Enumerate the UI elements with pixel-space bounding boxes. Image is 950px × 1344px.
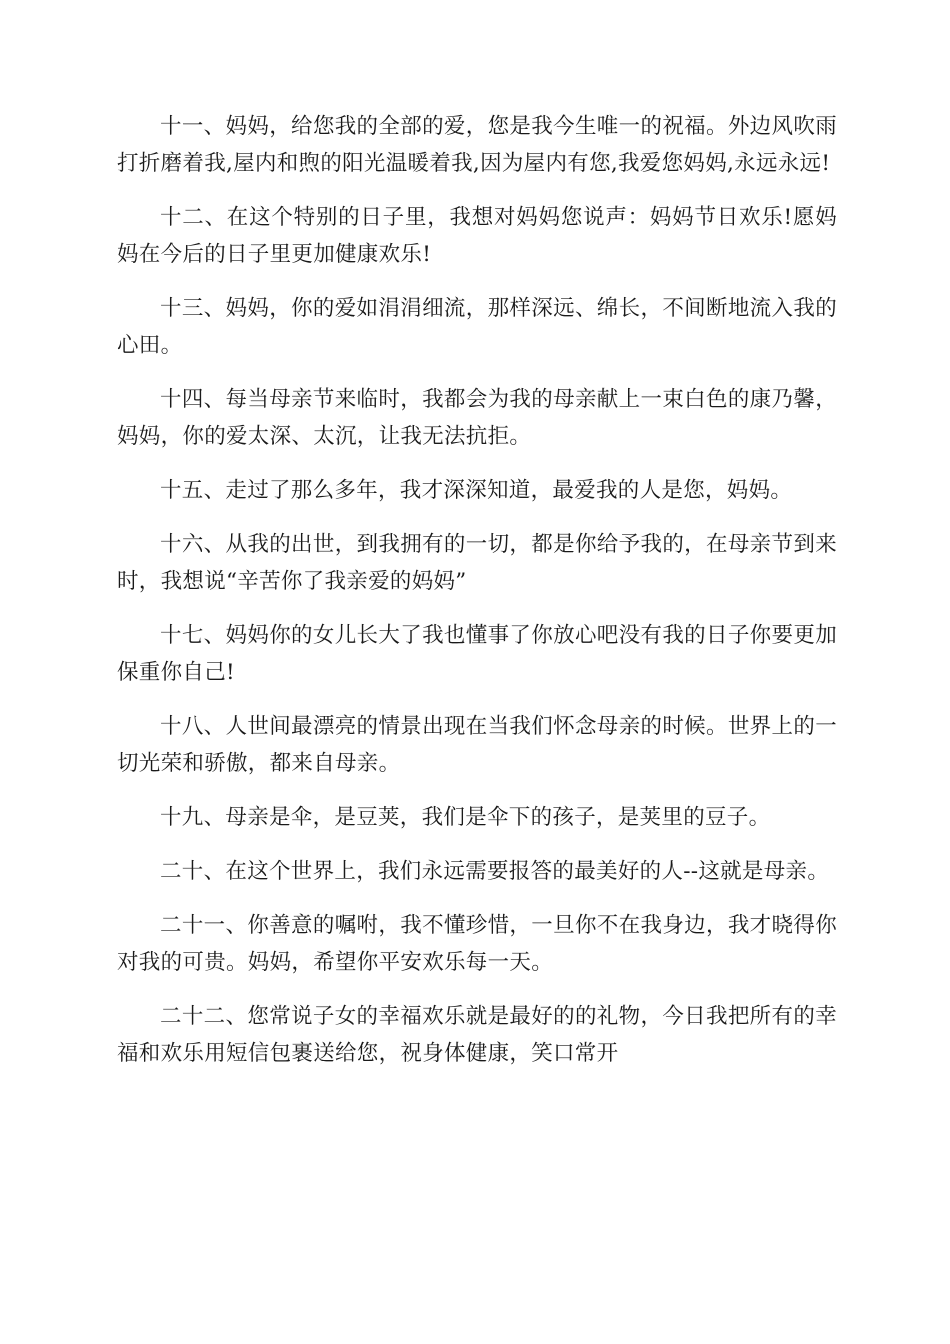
paragraph-12: 十二、在这个特别的日子里，我想对妈妈您说声：妈妈节日欢乐!愿妈妈在今后的日子里更加健康欢乐! bbox=[117, 205, 837, 267]
paragraph-15: 十五、走过了那么多年，我才深深知道，最爱我的人是您，妈妈。 bbox=[160, 478, 793, 503]
paragraph-14: 十四、每当母亲节来临时，我都会为我的母亲献上一束白色的康乃馨，妈妈，你的爱太深、太沉，让我无法抗拒。 bbox=[117, 387, 837, 449]
paragraph-21: 二十一、你善意的嘱咐，我不懂珍惜，一旦你不在我身边，我才晓得你对我的可贵。妈妈，希望你平安欢乐每一天。 bbox=[117, 913, 837, 975]
document-body bbox=[117, 108, 837, 1089]
paragraph-20: 二十、在这个世界上，我们永远需要报答的最美好的人--这就是母亲。 bbox=[160, 859, 830, 884]
paragraph-13: 十三、妈妈，你的爱如涓涓细流，那样深远、绵长，不间断地流入我的心田。 bbox=[117, 296, 837, 358]
paragraph-18: 十八、人世间最漂亮的情景出现在当我们怀念母亲的时候。世界上的一切光荣和骄傲，都来自母亲。 bbox=[117, 714, 837, 776]
paragraph-17: 十七、妈妈你的女儿长大了我也懂事了你放心吧没有我的日子你要更加保重你自己! bbox=[117, 623, 837, 685]
paragraph-16: 十六、从我的出世，到我拥有的一切，都是你给予我的，在母亲节到来时，我想说“辛苦你了我亲爱的妈妈” bbox=[117, 532, 837, 594]
paragraph-22: 二十二、您常说子女的幸福欢乐就是最好的的礼物，今日我把所有的幸福和欢乐用短信包裹送给您，祝身体健康，笑口常开 bbox=[117, 1004, 837, 1066]
paragraph-19: 十九、母亲是伞，是豆荚，我们是伞下的孩子，是荚里的豆子。 bbox=[160, 805, 771, 830]
paragraph-11: 十一、妈妈，给您我的全部的爱，您是我今生唯一的祝福。外边风吹雨打折磨着我,屋内和煦的阳光温暖着我,因为屋内有您,我爱您妈妈,永远永远! bbox=[117, 114, 837, 176]
